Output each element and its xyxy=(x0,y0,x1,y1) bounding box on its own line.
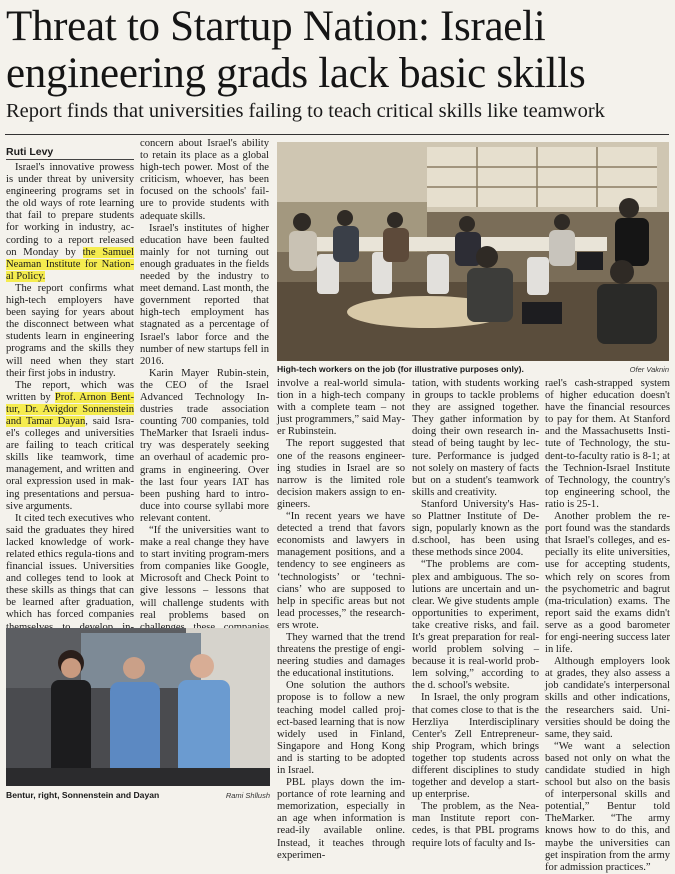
paragraph: In Israel, the only program that comes close to that is the Herzliya Interdisciplinary Center's Zell Entrepreneur-ship Program, which brings together top students across different disciplines to study together and develop a start-up enterprise. xyxy=(412,692,539,801)
researchers-illustration xyxy=(6,628,270,786)
paragraph: “If the universities want to make a real change they have to start inviting program-mers from companies like Google, Microsoft and Check Point to give lessons – lessons that will challenge students with real problems based on xyxy=(140,525,269,621)
article-column-5 xyxy=(545,378,670,873)
paragraph: The report suggested that one of the reasons engineer-ing studies in Israel are so narrow is the limited role decision makers assign to en-gineers. xyxy=(277,438,405,510)
paragraph: Although employers look at grades, they also assess a job candidate's interpersonal skills and other indications, the researchers said. Uni-versities should be doing the same, they said. xyxy=(545,656,670,740)
paragraph: PBL plays down the im-portance of rote learning and memorization, especially in an age when information is read-ily available online. Instead, it teaches through experimen- xyxy=(277,777,405,861)
paragraph: One solution the authors propose is to follow a new teaching model called proj-ect-based learning that is now widely used in Finland, Singapore and Hong Kong and is starting to be adopted in Israel. xyxy=(277,680,405,776)
header-rule xyxy=(5,134,669,135)
text: , said Isra-el's colleges and universities are failing to teach critical skills like teamwork, time management, and written and oral expression used in mak-ing presentations and persua-sive arguments. xyxy=(6,415,134,512)
paragraph: tation, with students working in groups to tackle problems they are assigned together. They gather information by doing their own research in-stead of being taught by lec-ture. Performance is judged not solely on mastery of facts but on a student's teamwork skills and creativity. xyxy=(412,378,539,498)
article-column-3 xyxy=(277,378,405,861)
paragraph: Another problem the re-port found was the standards that Israel's colleges, and es-pecially its elite universities, use for accepting students, which rely on scores from the psychometric and bagrut (ma-triculation) exams. The report said the exams didn't serve as a good barometer for engi-neering success later in life. xyxy=(545,511,670,656)
highlighted-text: Prof. Arnon Bent-tur, Dr. Avigdor Sonnenstein and Tamar Dayan xyxy=(6,391,134,427)
paragraph: rael's cash-strapped system of higher education doesn't have the financial resources to pay for them. At Stanford and the Massachusetts Insti-tute of Technology, the stu-dent-to-faculty ratio is 8-1; at the Technion-Israel Institute of Technology, the country's top engineering school, the ratio is 25-1. xyxy=(545,378,670,510)
paragraph: Stanford University's Has-so Plattner Institute of De-sign, popularly known as the d.school, has been using these methods since 2004. xyxy=(412,498,539,559)
subheadline: Report finds that universities failing to teach critical skills like teamwork xyxy=(6,100,605,122)
paragraph xyxy=(6,380,134,513)
paragraph: It cited tech executives who said the graduates they hired lacked knowledge of work-related ethics regula-tions and financial issues. Universities and colleges tend to look at these skills as things that can be learned after graduation, which has forced companies xyxy=(6,512,134,621)
headline-line-1: Threat to Startup Nation: Israeli xyxy=(6,3,546,50)
photo-researchers xyxy=(6,628,270,786)
paragraph: concern about Israel's ability to retain its place as a global high-tech power. Most of the criticism, whoever, has been focused on the schools' fail-ure to provide students with adequate skills. xyxy=(140,138,269,222)
paragraph: The report confirms what high-tech employers have been saying for years about the disconnect between what students learn in engineering programs and the skills they will need when they start their first jobs in industry. xyxy=(6,282,134,379)
text: The report, which was written by xyxy=(6,379,134,403)
paragraph: Karin Mayer Rubin-stein, the CEO of the Israel Advanced Technology In-dustries trade association counting 700 companies, told TheMarker that Israeli indus-try was desperately seeking an overhaul of academic pro-grams in engineering. Over the last four years IAT has been pushing hard to intro-duce into course syllabi more relevant content. xyxy=(140,367,269,524)
article-column-4 xyxy=(412,378,539,849)
paragraph: The problem, as the Nea-man Institute report con-cedes, is that PBL programs require lots of faculty and Is- xyxy=(412,801,539,849)
photo-caption: High-tech workers on the job (for illustrative purposes only). xyxy=(277,364,524,374)
headline-line-2: engineering grads lack basic skills xyxy=(6,50,586,97)
paragraph: Israel's institutes of higher education have been faulted mainly for not turning out enough graduates in the fields needed by the industry to meet demand. Last month, the government reported that high-tech employment has stagnated as a percentage of Israel's labor force and the number of new startups fell in 2016. xyxy=(140,222,269,367)
photo-credit: Rami Shllush xyxy=(225,791,270,800)
text: Israel's innovative prowess is under threat by university engineering programs set in the old ways of rote learning that fail to prepare students for working in industry, ac-cording to a report released on Monday by xyxy=(6,162,134,258)
office-scene-illustration xyxy=(277,142,669,361)
article-column-2 xyxy=(140,138,269,622)
photo-credit: Ofer Vaknin xyxy=(629,365,669,374)
paragraph: “In recent years we have detected a trend that favors economists and lawyers in management positions, and a tendency to see engineers as ‘technologists’ or ‘techni-cians’ who are supposed to help in specific areas but not lead processes,” the research-ers wrote. xyxy=(277,511,405,631)
photo-caption: Bentur, right, Sonnenstein and Dayan xyxy=(6,790,160,800)
photo-hightech-workers xyxy=(277,142,669,361)
paragraph: involve a real-world simula-tion in a high-tech company with a complete team – not just programmers,” said May-er Rubinstein. xyxy=(277,378,405,438)
paragraph: “We want a selection based not only on what the candidate studied in high school but also on the basis of interpersonal skills and potential,” Bentur told TheMarker. “The army knows how to do this, and maybe the universities can get inspiration from the army for admission practices.” xyxy=(545,740,670,873)
paragraph xyxy=(6,162,134,283)
highlighted-text: the Samuel Neaman Institute for Nation-al Policy. xyxy=(6,246,134,282)
byline: Ruti Levy xyxy=(6,146,54,158)
paragraph: “The problems are com-plex and ambiguous. The so-lutions are uncertain and un-clear. We give students ample opportunities to experiment, take creative risks, and fail. It's great preparation for real-world problem solving – because it is real-world prob-lem solving,” according to the d. school's website. xyxy=(412,559,539,692)
paragraph: They warned that the trend threatens the prestige of engi-neering studies and damages the educational institutions. xyxy=(277,631,405,680)
article-column-1 xyxy=(6,162,134,622)
byline-rule xyxy=(6,159,134,160)
